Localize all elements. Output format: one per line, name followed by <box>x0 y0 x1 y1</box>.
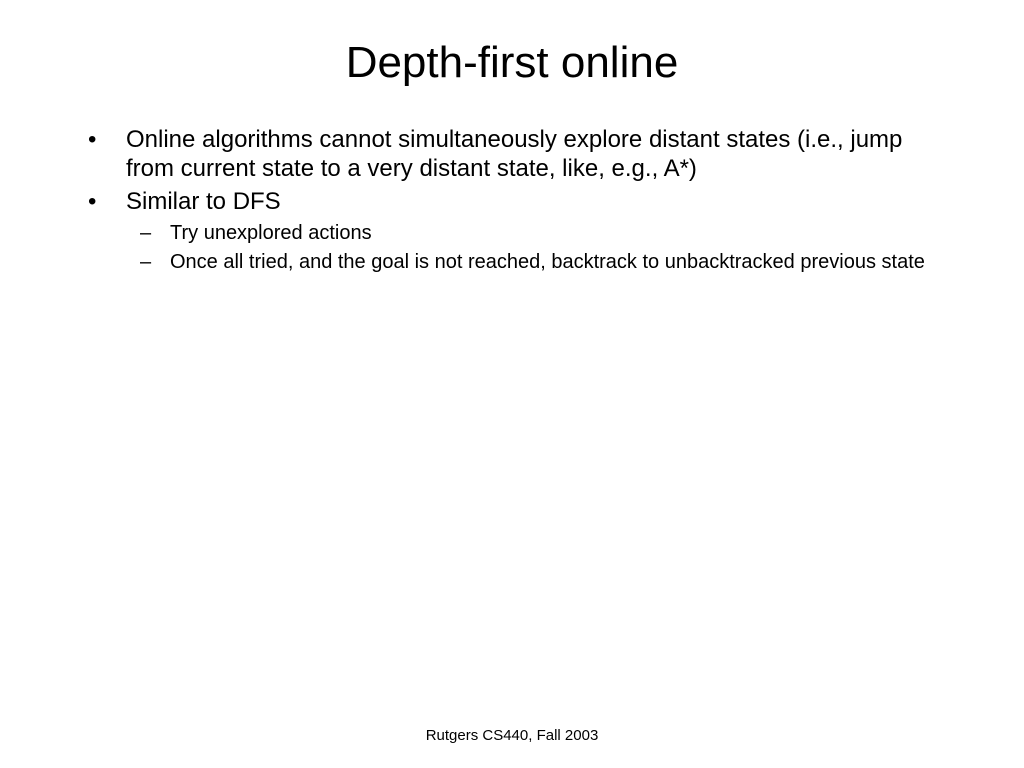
bullet-item <box>88 125 948 183</box>
slide-footer: Rutgers CS440, Fall 2003 <box>425 727 599 744</box>
bullet-marker: • <box>88 188 97 215</box>
bullet-marker: • <box>88 126 97 153</box>
sub-bullet-list <box>140 220 948 275</box>
bullet-text: Similar to DFS <box>126 188 281 215</box>
sub-bullet-item <box>140 249 948 275</box>
sub-bullet-text: Try unexplored actions <box>170 222 372 244</box>
sub-bullet-marker: – <box>140 222 152 244</box>
sub-bullet-marker: – <box>140 251 152 273</box>
slide-body <box>88 125 948 278</box>
bullet-text: Online algorithms cannot simultaneously explore distant states (i.e., jump from current state to a very distant state, like, e.g., A*) <box>126 126 903 182</box>
sub-bullet-text: Once all tried, and the goal is not reached, backtrack to unbacktracked previous state <box>170 251 925 273</box>
bullet-item <box>88 187 948 216</box>
sub-bullet-item <box>140 220 948 246</box>
slide-title: Depth-first online <box>345 38 679 87</box>
